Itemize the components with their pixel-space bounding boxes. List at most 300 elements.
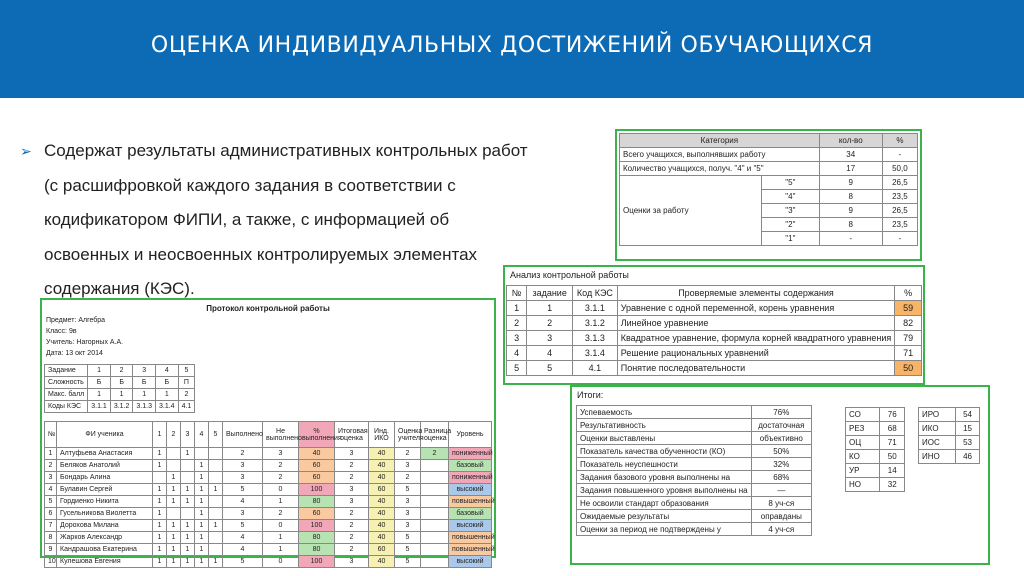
status-badge: базовый [449,460,492,472]
table-cell: 100 [299,556,335,568]
table-cell: 1 [153,448,167,460]
table-cell: 1 [167,556,181,568]
table-cell: 1 [181,520,195,532]
table-cell: 4.1 [178,401,195,413]
table-cell: 1 [527,301,573,316]
table-header: 2 [167,422,181,448]
table-cell [421,520,449,532]
table-cell: 2 [263,460,299,472]
status-badge: высокий [449,556,492,568]
table-cell: 23,5 [882,218,917,232]
table-header: 4 [195,422,209,448]
table-cell: Всего учащихся, выполнявших работу [620,148,820,162]
table-cell: Коды КЭС [45,401,88,413]
table-cell: ИОС [919,436,956,450]
table-cell: 60 [369,484,395,496]
metrics-rows [846,408,905,492]
table-cell: Количество учащихся, получ. "4" и "5" [620,162,820,176]
table-cell: 4 уч-ся [751,523,811,536]
table-cell: 40 [369,508,395,520]
table-row [45,496,492,508]
table-row [846,478,905,492]
analysis-table [506,285,922,376]
table-cell: 40 [369,532,395,544]
table-cell: ОЦ [846,436,880,450]
table-cell: Показатель неуспешности [577,458,752,471]
table-header: Проверяемые элементы содержания [617,286,895,301]
table-cell: 4 [507,346,527,361]
table-cell: КО [846,450,880,464]
table-cell: 0 [263,520,299,532]
table-cell: УР [846,464,880,478]
table-cell: РЕЗ [846,422,880,436]
table-header: 1 [153,422,167,448]
table-header-row [620,134,918,148]
table-cell: 3.1.4 [573,346,618,361]
table-cell [209,472,223,484]
table-cell: 3 [335,448,369,460]
status-badge: повышенный [449,544,492,556]
table-row [45,532,492,544]
table-cell: 4.1 [573,361,618,376]
student-name: Бондарь Алина [57,472,153,484]
table-header: 3 [181,422,195,448]
task-info-table [44,364,195,413]
table-cell: Сложность [45,377,88,389]
table-row [577,484,812,497]
table-cell: 5 [395,484,421,496]
bullet-line: освоенных и неосвоенных контролируемых элементах [44,244,478,264]
table-header: Категория [620,134,820,148]
table-cell: 79 [895,331,922,346]
table-cell: Уравнение с одной переменной, корень уравнения [617,301,895,316]
table-cell [421,496,449,508]
table-cell: 5 [507,361,527,376]
student-name: Жарков Александр [57,532,153,544]
table-cell: 40 [369,496,395,508]
table-cell: 2 [421,448,449,460]
bullet-line: (с расшифровкой каждого задания в соответствии с [44,175,456,195]
table-cell: 8 уч-ся [751,497,811,510]
student-name: Кулешова Евгения [57,556,153,568]
table-cell: 1 [195,532,209,544]
table-cell: Линейное уравнение [617,316,895,331]
table-cell: 40 [369,520,395,532]
table-row [577,445,812,458]
table-cell: — [751,484,811,497]
table-cell: 76% [751,406,811,419]
table-cell: оправданы [751,510,811,523]
table-cell: 4 [223,496,263,508]
table-cell: 1 [195,520,209,532]
table-cell: Ожидаемые результаты [577,510,752,523]
table-header: 5 [209,422,223,448]
table-cell: 3 [223,472,263,484]
table-cell: Успеваемость [577,406,752,419]
table-cell: 1 [167,472,181,484]
metrics-table-1 [845,407,905,492]
table-cell: "4" [762,190,820,204]
table-cell [153,472,167,484]
table-cell [181,508,195,520]
table-row [507,316,922,331]
status-badge: базовый [449,508,492,520]
table-header: Код КЭС [573,286,618,301]
table-cell: 9 [45,544,57,556]
table-row [45,472,492,484]
table-row [507,361,922,376]
metrics-table-2 [918,407,980,464]
table-cell: 1 [88,365,111,377]
table-cell [209,448,223,460]
table-cell [209,532,223,544]
table-cell: Б [88,377,111,389]
table-cell: 1 [153,508,167,520]
table-cell: 1 [167,484,181,496]
table-cell [209,460,223,472]
table-cell: 1 [110,389,133,401]
table-cell: 2 [507,316,527,331]
table-row [45,377,195,389]
table-cell [181,460,195,472]
table-header: Оценка учителя [395,422,421,448]
table-header: % выполнения [299,422,335,448]
table-cell: 9 [819,176,882,190]
table-cell: 1 [181,496,195,508]
table-cell: 2 [223,448,263,460]
table-cell: Понятие последовательности [617,361,895,376]
table-cell [421,472,449,484]
table-row [846,436,905,450]
table-cell: 100 [299,484,335,496]
table-cell: Оценки за период не подтверждены у [577,523,752,536]
status-badge: пониженный [449,448,492,460]
status-badge: пониженный [449,472,492,484]
table-cell: 3 [335,484,369,496]
table-cell: 1 [181,556,195,568]
table-row [507,346,922,361]
table-row [577,432,812,445]
table-cell: 1 [209,556,223,568]
table-cell: 1 [263,496,299,508]
table-cell: 3 [395,520,421,532]
table-cell: 1 [153,520,167,532]
table-cell: 5 [527,361,573,376]
table-cell: 1 [263,544,299,556]
table-cell: "3" [762,204,820,218]
table-header: Инд. ИКО [369,422,395,448]
table-cell: 3 [335,496,369,508]
table-cell: ИРО [919,408,956,422]
table-cell: 1 [153,556,167,568]
table-cell: 60 [299,508,335,520]
table-row [919,408,980,422]
summary-rows [577,406,812,536]
table-header: % [895,286,922,301]
table-cell: 1 [181,448,195,460]
table-cell: 2 [395,448,421,460]
table-cell: 1 [153,460,167,472]
status-badge: повышенный [449,496,492,508]
table-cell: 5 [223,484,263,496]
table-cell: 1 [195,460,209,472]
metrics-rows [919,408,980,464]
bullet-line: содержания (КЭС). [44,279,195,298]
status-badge: высокий [449,484,492,496]
table-cell: Решение рациональных уравнений [617,346,895,361]
table-cell: 60 [299,460,335,472]
table-row [846,408,905,422]
table-cell: 5 [223,520,263,532]
table-row [577,406,812,419]
table-cell: Результативность [577,419,752,432]
table-cell: "2" [762,218,820,232]
table-cell: 3.1.1 [88,401,111,413]
table-cell [421,460,449,472]
table-cell: 1 [153,484,167,496]
table-cell: Не освоили стандарт образования [577,497,752,510]
table-cell: 2 [335,508,369,520]
table-cell: 71 [880,436,905,450]
table-cell: 3 [507,331,527,346]
table-cell: 0 [263,484,299,496]
table-cell: 40 [369,460,395,472]
table-cell: 3 [223,508,263,520]
table-cell: 1 [153,532,167,544]
student-rows [45,448,495,568]
table-cell: Оценки выставлены [577,432,752,445]
table-row [577,458,812,471]
protocol-meta-line: Предмет: Алгебра [46,317,106,324]
table-cell: 1 [195,556,209,568]
protocol-panel [40,298,496,565]
table-cell: 68 [880,422,905,436]
analysis-caption: Анализ контрольной работы [510,270,629,280]
table-cell [167,508,181,520]
protocol-meta-line: Класс: 9в [46,328,77,335]
table-header: Не выполнено [263,422,299,448]
table-row [507,331,922,346]
table-cell: 1 [167,496,181,508]
table-row [507,301,922,316]
table-cell: 50,0 [882,162,917,176]
table-cell: 40 [369,472,395,484]
table-cell: 15 [956,422,980,436]
table-cell: 1 [195,508,209,520]
table-cell: 3 [223,460,263,472]
summary-table [576,405,812,536]
table-cell: объективно [751,432,811,445]
table-cell: 3.1.2 [573,316,618,331]
table-cell: 23,5 [882,190,917,204]
table-cell: 34 [819,148,882,162]
table-cell: 100 [299,520,335,532]
table-cell: 50% [751,445,811,458]
table-row [45,484,492,496]
table-cell: 5 [395,556,421,568]
table-cell: 5 [395,544,421,556]
table-cell: 8 [45,532,57,544]
table-row [919,450,980,464]
table-cell: Б [155,377,178,389]
table-cell: СО [846,408,880,422]
table-cell: Б [133,377,156,389]
table-cell: достаточная [751,419,811,432]
table-cell: 3 [395,460,421,472]
table-cell: Б [110,377,133,389]
table-cell: 80 [299,544,335,556]
table-cell: 3 [263,448,299,460]
title-banner [0,0,1024,98]
table-cell: 3.1.3 [133,401,156,413]
table-cell: 50 [880,450,905,464]
table-row [846,422,905,436]
table-cell: 2 [335,544,369,556]
table-cell [167,460,181,472]
table-row [45,556,492,568]
bullet-line: Содержат результаты административных контрольных работ [44,141,528,160]
table-cell: 5 [45,496,57,508]
table-cell: 32% [751,458,811,471]
table-cell: 4 [45,484,57,496]
table-row [45,508,492,520]
table-cell: - [882,232,917,246]
table-row [577,471,812,484]
table-cell: 68% [751,471,811,484]
table-cell: "5" [762,176,820,190]
summary-panel [570,385,990,565]
table-cell [421,532,449,544]
table-cell: 3.1.2 [110,401,133,413]
table-cell: 4 [223,544,263,556]
arrow-bullet-icon: ➢ [20,143,32,159]
table-row [620,162,918,176]
table-cell: 1 [195,472,209,484]
table-header: Уровень [449,422,492,448]
table-row [45,365,195,377]
table-row [620,176,918,190]
table-header: % [882,134,917,148]
table-cell: 60 [299,472,335,484]
protocol-meta [44,315,492,359]
table-cell: Оценки за работу [620,176,762,246]
table-row [45,401,195,413]
table-header-row [507,286,922,301]
table-cell: 2 [527,316,573,331]
analysis-panel [503,265,925,385]
student-name: Беляков Анатолий [57,460,153,472]
table-cell: 2 [178,389,195,401]
table-cell: "1" [762,232,820,246]
protocol-meta-line: Дата: 13 окт 2014 [46,350,103,357]
table-cell: 26,5 [882,176,917,190]
table-cell: 8 [819,190,882,204]
table-cell: 3 [335,556,369,568]
table-row [45,544,492,556]
table-row [919,436,980,450]
table-header: Выполнено [223,422,263,448]
table-cell: 4 [155,365,178,377]
table-cell: 46 [956,450,980,464]
table-cell: 1 [263,532,299,544]
table-cell: 2 [45,460,57,472]
table-cell: Задания повышенного уровня выполнены на [577,484,752,497]
table-cell: 80 [299,532,335,544]
table-cell: ИНО [919,450,956,464]
table-cell: 5 [178,365,195,377]
table-cell: 3.1.1 [573,301,618,316]
table-cell: 3 [45,472,57,484]
table-cell: 9 [819,204,882,218]
table-cell: Квадратное уравнение, формула корней квадратного уравнения [617,331,895,346]
table-row [577,497,812,510]
table-cell: 5 [223,556,263,568]
table-cell: 40 [369,448,395,460]
table-cell: 2 [263,508,299,520]
table-cell: 2 [335,460,369,472]
table-row [919,422,980,436]
table-cell: - [819,232,882,246]
student-results-table [44,421,495,568]
table-cell: 10 [45,556,57,568]
table-cell: 60 [369,544,395,556]
table-row [577,510,812,523]
table-cell: 26,5 [882,204,917,218]
table-cell: 1 [181,484,195,496]
student-name: Дорохова Милана [57,520,153,532]
table-cell: 1 [153,544,167,556]
table-cell: 2 [395,472,421,484]
table-cell: 3 [133,365,156,377]
table-cell [195,448,209,460]
page-title: ОЦЕНКА ИНДИВИДУАЛЬНЫХ ДОСТИЖЕНИЙ ОБУЧАЮЩИХСЯ [150,33,874,58]
table-cell: 1 [209,520,223,532]
table-cell: 2 [110,365,133,377]
table-header: № [45,422,57,448]
grade-stats-table-panel [615,129,922,261]
bullet-line: кодификатором ФИПИ, а также, с информацией об [44,210,450,229]
status-badge: высокий [449,520,492,532]
table-cell [421,484,449,496]
table-cell: 76 [880,408,905,422]
table-cell [421,544,449,556]
table-cell: 1 [153,496,167,508]
table-cell: 0 [263,556,299,568]
table-cell [209,544,223,556]
table-header-row [45,422,492,448]
table-header: задание [527,286,573,301]
table-cell: 32 [880,478,905,492]
table-cell: 1 [167,532,181,544]
table-cell: 5 [395,532,421,544]
table-cell: 1 [507,301,527,316]
table-cell: 4 [527,346,573,361]
table-cell: 54 [956,408,980,422]
table-cell: 82 [895,316,922,331]
summary-caption: Итоги: [577,390,604,400]
table-cell: 1 [195,484,209,496]
table-cell [421,508,449,520]
table-cell: 40 [299,448,335,460]
table-cell [421,556,449,568]
protocol-title: Протокол контрольной работы [206,304,330,313]
table-cell: 3.1.4 [155,401,178,413]
grade-stats-table [619,133,918,246]
table-cell [167,448,181,460]
table-cell: 1 [133,389,156,401]
student-name: Гордиенко Никита [57,496,153,508]
table-cell [209,496,223,508]
